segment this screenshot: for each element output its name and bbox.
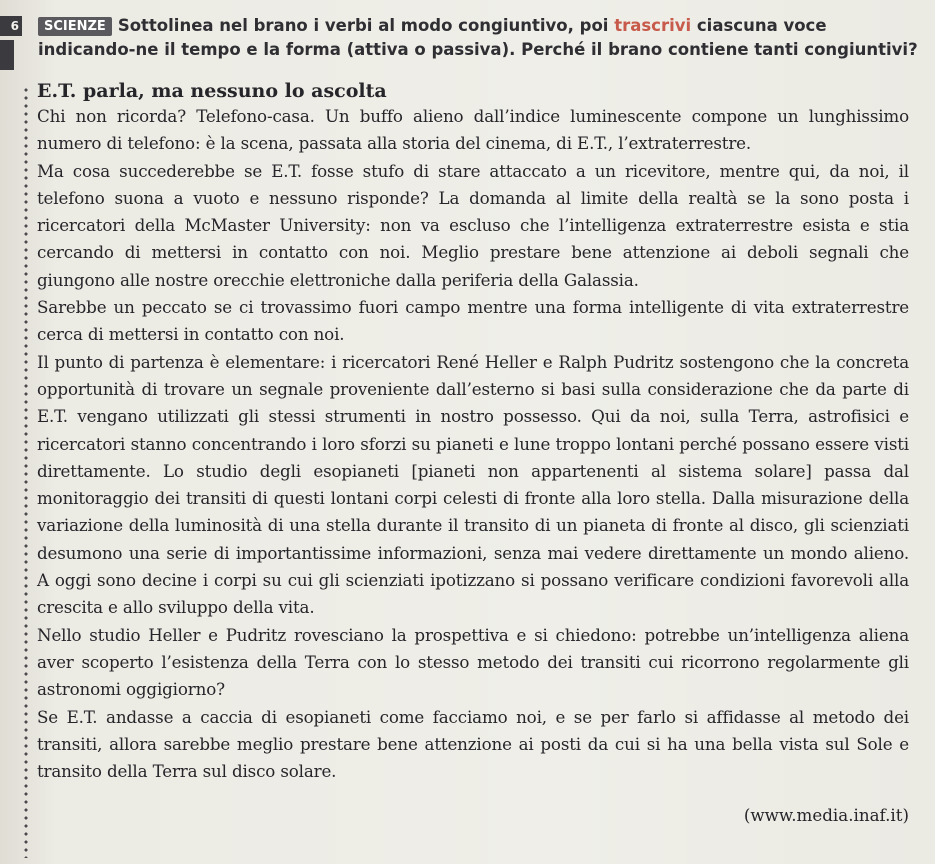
exercise-number: 6 <box>0 16 22 36</box>
instruction-text-2: ciascuna voce indicando-ne il tempo e la forma (attiva o passiva). Perché il brano contiene tanti congiuntivi? <box>38 16 918 59</box>
paragraph-3: Sarebbe un peccato se ci trovassimo fuori campo mentre una forma intelligente di vita extraterrestre cerca di mettersi in contatto con noi. <box>37 297 909 345</box>
subject-tag: SCIENZE <box>38 17 112 36</box>
article-body <box>37 103 909 785</box>
exercise-instruction <box>38 14 918 62</box>
paragraph-2: Ma cosa succederebbe se E.T. fosse stufo di stare attaccato a un ricevitore, mentre qui, da noi, il telefono suona a vuoto e nessuno risponde? La domanda al limite della realtà se la sono posta i ricercatori della McMaster University: non va escluso che l’intelligenza extraterrestre esista e stia cercando di mettersi in contatto con noi. Meglio prestare bene attenzione ai deboli segnali che giungono alle nostre orecchie elettroniche dalla periferia della Galassia. <box>37 160 909 290</box>
article-source: (www.media.inaf.it) <box>743 805 909 825</box>
instruction-highlight: trascrivi <box>614 16 692 35</box>
paragraph-1: Chi non ricorda? Telefono-casa. Un buffo alieno dall’indice luminescente compone un lunghissimo numero di telefono: è la scena, passata alla storia del cinema, di E.T., l’extraterrestre. <box>37 106 909 154</box>
article-title: E.T. parla, ma nessuno lo ascolta <box>37 80 387 102</box>
paragraph-4: Il punto di partenza è elementare: i ricercatori René Heller e Ralph Pudritz sostengono che la concreta opportunità di trovare un segnale proveniente dall’esterno si basi sulla considerazione che da parte di E.T. vengano utilizzati gli stessi strumenti in nostro possesso. Qui da noi, sulla Terra, astrofisici e ricercatori stanno concentrando i loro sforzi su pianeti e lune troppo lontani perché possano essere visti direttamente. Lo studio degli esopianeti [pianeti non appartenenti al sistema solare] passa dal monitoraggio dei transiti di questi lontani corpi celesti di fronte alla loro stella. Dalla misurazione della variazione della luminosità di una stella durante il transito di un pianeta di fronte al disco, gli scienziati desumono una serie di importantissime informazioni, senza mai vedere direttamente un mondo alieno. A oggi sono decine i corpi su cui gli scienziati ipotizzano si possano verificare condizioni favorevoli alla crescita e allo sviluppo della vita. <box>37 351 909 618</box>
paragraph-5: Nello studio Heller e Pudritz rovesciano la prospettiva e si chiedono: potrebbe un’intelligenza aliena aver scoperto l’esistenza della Terra con lo stesso metodo dei transiti cui ricorrono regolarmente gli astronomi oggigiorno? <box>37 624 909 700</box>
instruction-text-1: Sottolinea nel brano i verbi al modo congiuntivo, poi <box>117 16 615 35</box>
dotted-margin-line <box>24 86 28 858</box>
paragraph-6: Se E.T. andasse a caccia di esopianeti come facciamo noi, e se per farlo si affidasse al metodo dei transiti, allora sarebbe meglio prestare bene attenzione ai posti da cui si ha una bella vista sul Sole e transito della Terra sul disco solare. <box>37 706 909 782</box>
margin-marker <box>0 40 14 70</box>
